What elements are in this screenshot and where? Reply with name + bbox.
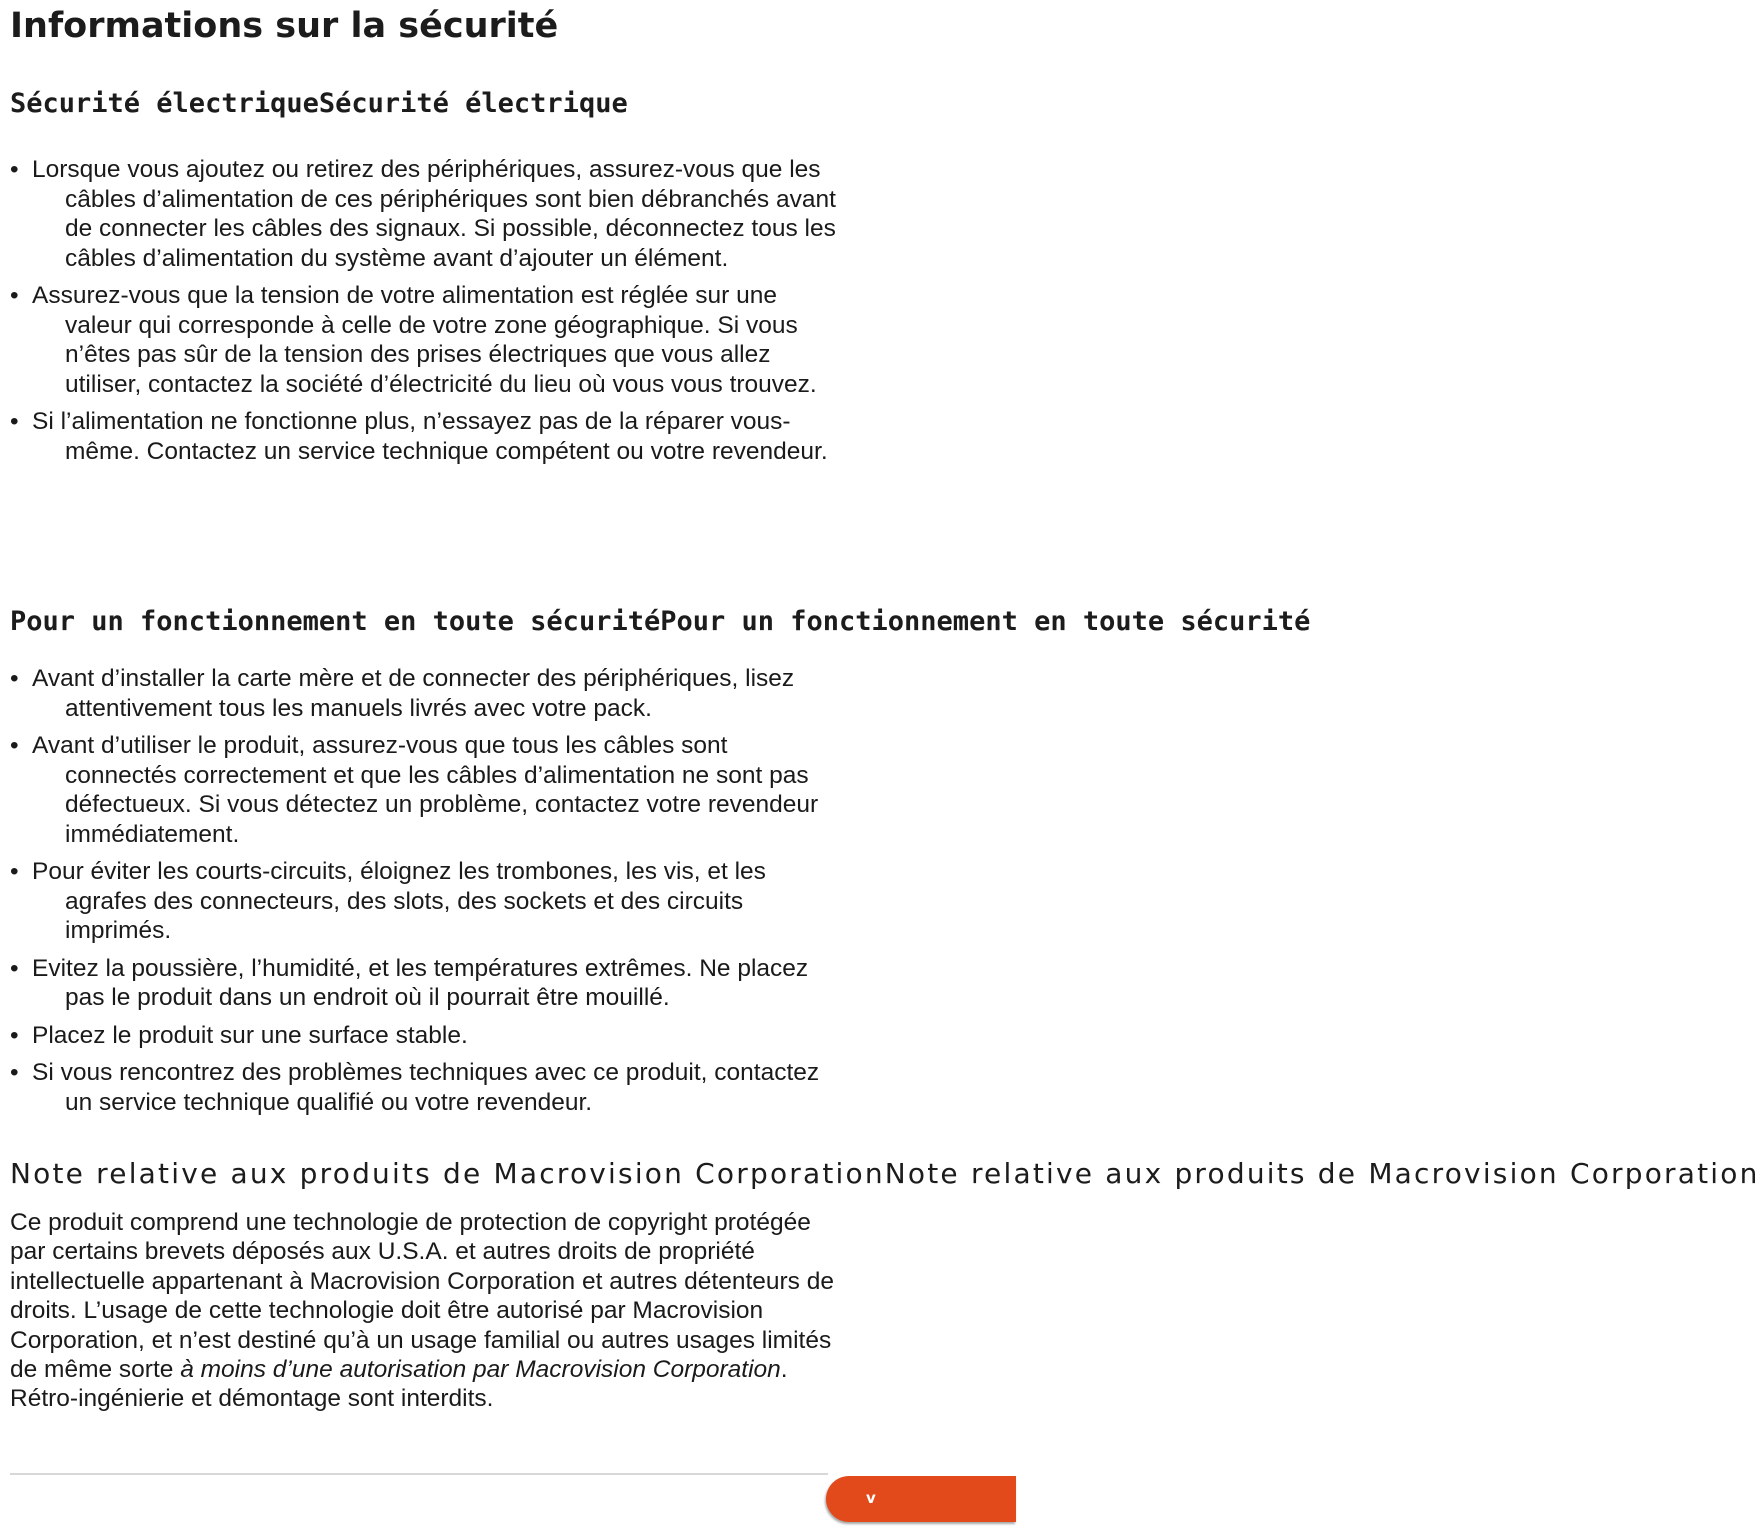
list-item-text: Evitez la poussière, l’humidité, et les températures extrêmes. Ne placez pas le produit dans un endroit où il pourrait être mouillé. (32, 954, 809, 1011)
list-item-text: Pour éviter les courts-circuits, éloignez les trombones, les vis, et les agrafes des connecteurs, des slots, des sockets et des circuits imprimés. (32, 858, 766, 944)
page-number: v (866, 1489, 876, 1507)
macrovision-text-italic: à moins d’une autorisation par Macrovision Corporation (180, 1356, 781, 1384)
bullet-icon: • (10, 954, 19, 982)
list-item-text: Placez le produit sur une surface stable. (32, 1021, 468, 1049)
list-item (10, 281, 840, 399)
bullet-icon: • (10, 1059, 19, 1086)
bullet-icon: • (10, 1021, 19, 1049)
bullet-icon: • (10, 282, 19, 309)
list-item (10, 664, 840, 723)
bullet-icon: • (10, 665, 19, 692)
section-heading-electrical-safety: Sécurité électriqueSécurité électrique (10, 88, 628, 119)
list-item-text: Si vous rencontrez des problèmes techniques avec ce produit, contactez un service technique qualifié ou votre revendeur. (32, 1059, 820, 1116)
electrical-safety-list (10, 155, 840, 474)
list-item (10, 1058, 840, 1117)
list-item-text: Avant d’installer la carte mère et de connecter des périphériques, lisez attentivement tous les manuels livrés avec votre pack. (32, 665, 795, 722)
bullet-icon: • (10, 858, 19, 885)
list-item (10, 731, 840, 849)
list-item (10, 407, 840, 466)
section-heading-macrovision: Note relative aux produits de Macrovision CorporationNote relative aux produits de Macrovision Corporation (10, 1157, 1760, 1190)
list-item (10, 857, 840, 946)
list-item (10, 155, 840, 273)
macrovision-text: Ce produit comprend une technologie de protection de copyright protégée par certains brevets déposés aux U.S.A. et autres droits de propriété intellectuelle appartenant à Macrovision Corporation et autres détenteurs de droits. L’usage de cette technologie doit être autorisé par Macrovision Corporation, et n’est destiné qu’à un usage familial ou autres usages limités de même sorte (10, 1209, 834, 1384)
list-item-text: Assurez-vous que la tension de votre alimentation est réglée sur une valeur qui corresponde à celle de votre zone géographique. Si vous n’êtes pas sûr de la tension des prises électriques que vous allez utiliser, contactez la société d’électricité du lieu où vous vous trouvez. (32, 282, 817, 398)
bullet-icon: • (10, 732, 19, 759)
list-item (10, 954, 840, 1013)
list-item-text: Si l’alimentation ne fonctionne plus, n’essayez pas de la réparer vous-même. Contactez un service technique compétent ou votre revendeur. (32, 408, 828, 465)
macrovision-text-end: . Rétro-ingénierie et démontage sont interdits. (10, 1356, 788, 1413)
section-heading-safe-operation: Pour un fonctionnement en toute sécuritéPour un fonctionnement en toute sécurité (10, 606, 1311, 637)
footer-divider (10, 1473, 828, 1475)
safe-operation-list (10, 664, 840, 1125)
macrovision-paragraph (10, 1208, 840, 1414)
list-item-text: Avant d’utiliser le produit, assurez-vous que tous les câbles sont connectés correctement et que les câbles d’alimentation ne sont pas défectueux. Si vous détectez un problème, contactez votre revendeur immédiatement. (32, 732, 819, 848)
list-item-text: Lorsque vous ajoutez ou retirez des périphériques, assurez-vous que les câbles d’alimentation de ces périphériques sont bien débranchés avant de connecter les câbles des signaux. Si possible, déconnectez tous les câbles d’alimentation du système avant d’ajouter un élément. (32, 156, 836, 272)
page-number-tab (826, 1476, 1016, 1522)
bullet-icon: • (10, 156, 19, 183)
page-title: Informations sur la sécurité (10, 6, 559, 46)
list-item (10, 1021, 840, 1051)
bullet-icon: • (10, 408, 19, 435)
